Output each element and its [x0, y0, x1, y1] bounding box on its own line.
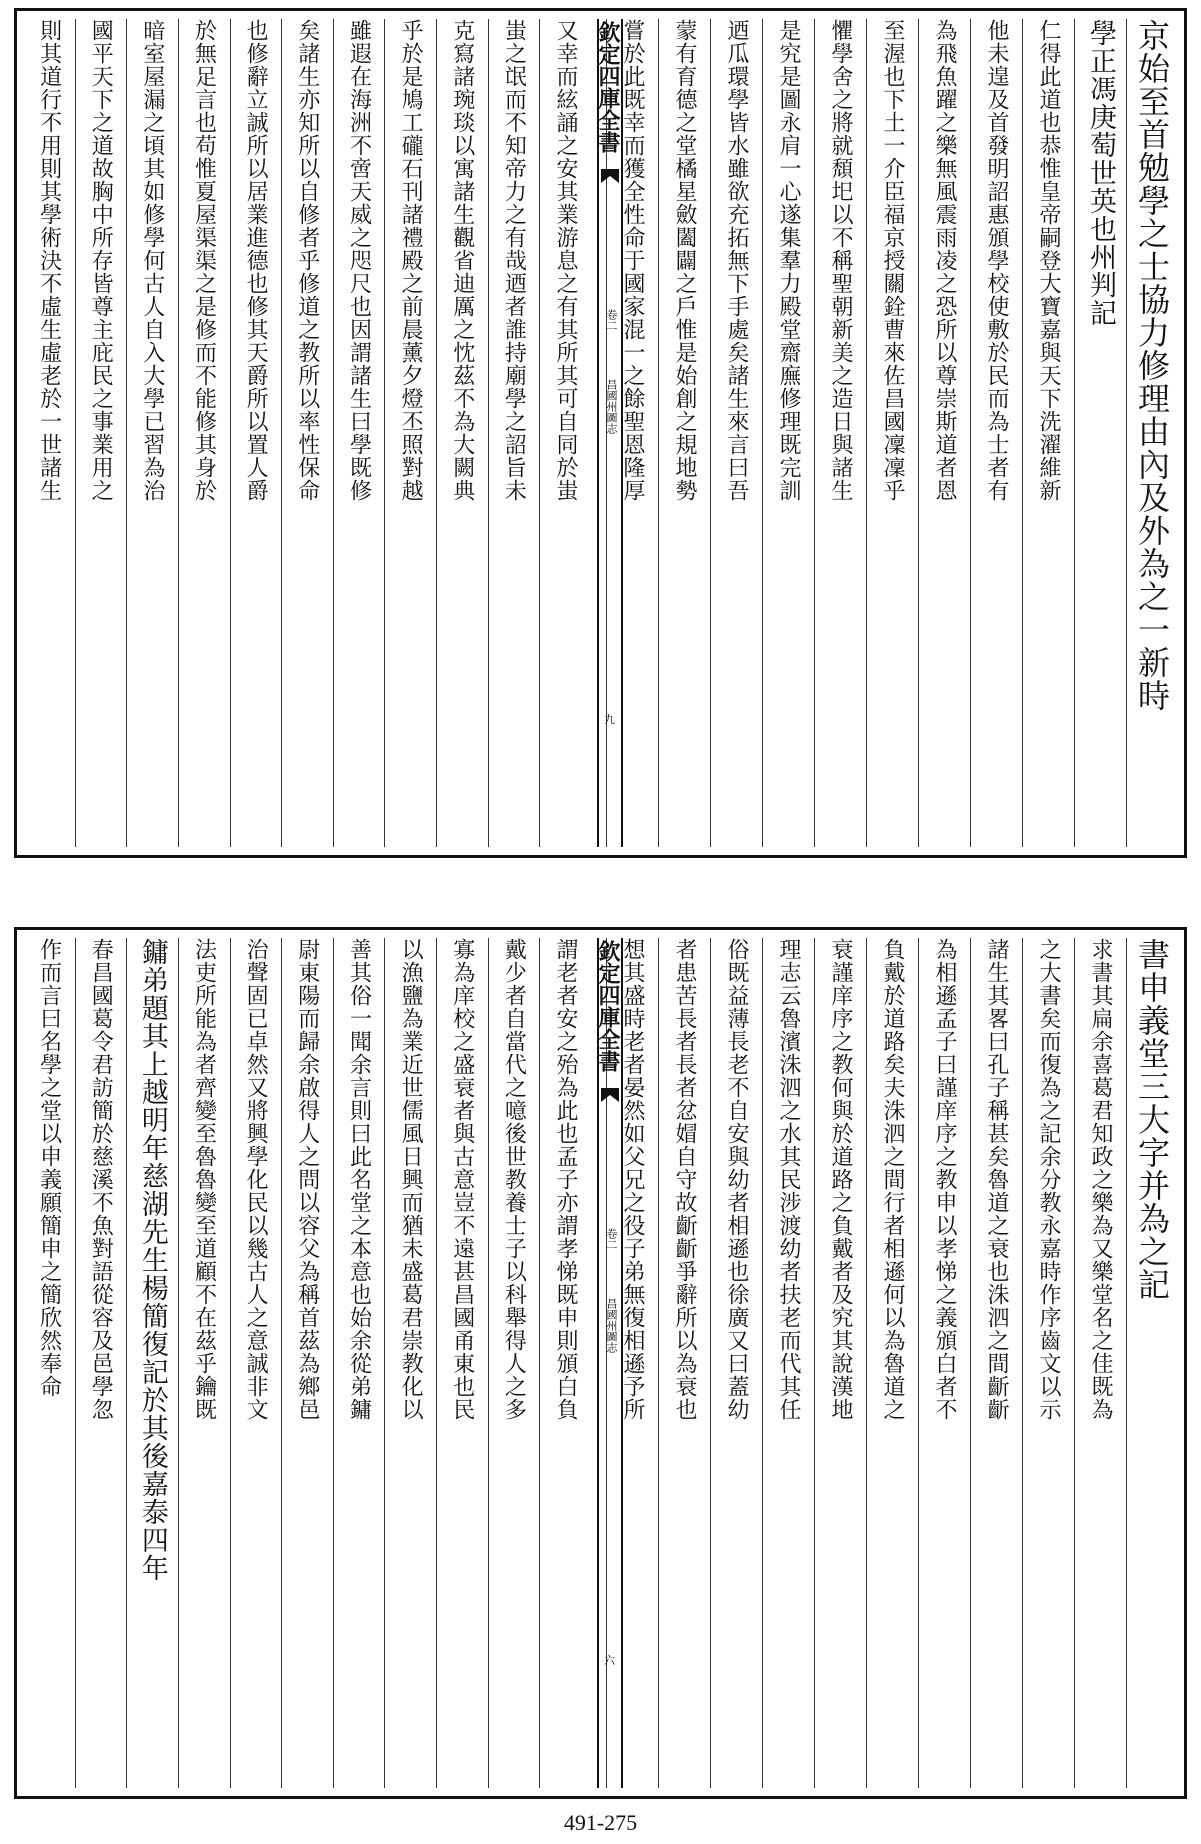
- text-column: 善其俗一聞余言則曰此名堂之本意也始余從弟鏞: [333, 938, 385, 1788]
- text-column: 乎於是鳩工礲石刊諸禮殿之前晨薰夕燈丕照對越: [384, 19, 436, 847]
- text-column: 俗既益薄長老不自安與幼者相遜也徐廣又曰蓋幼: [710, 938, 762, 1788]
- text-column: 懼學舍之將就頹圯以不稱聖朝新美之造日與諸生: [814, 19, 866, 847]
- fish-tail-mark-icon: [601, 1088, 619, 1102]
- text-column: 為飛魚躍之樂無風震雨凌之恐所以尊崇斯道者恩: [918, 19, 970, 847]
- text-column: 以漁鹽為業近世儒風日興而猶未盛葛君崇教化以: [384, 938, 436, 1788]
- top-center-margin: [597, 19, 623, 847]
- text-column: 京始至首勉學之士協力修理由內及外為之一新時: [1126, 19, 1178, 847]
- text-column: 迺瓜環學皆水雖欲充拓無下手處矣諸生來言曰吾: [710, 19, 762, 847]
- volume-label: 卷二: [605, 1228, 618, 1250]
- text-column: 負戴於道路矣夫洙泗之間行者相遜何以為魯道之: [866, 938, 918, 1788]
- book-title: 昌國州圖志: [605, 1298, 618, 1353]
- top-page: [14, 8, 1187, 858]
- text-column: 治聲固已卓然又將興學化民以幾古人之意誠非文: [230, 938, 282, 1788]
- text-column: 衰謹庠序之教何與於道路之負戴者及究其說漢地: [814, 938, 866, 1788]
- text-column: 謂老者安之殆為此也孟子亦謂孝悌既申則頒白負: [539, 938, 591, 1788]
- text-column: 作而言曰名學之堂以申義願簡申之簡欣然奉命: [36, 938, 62, 1398]
- text-column: 矣諸生亦知所以自修者乎修道之教所以率性保命: [281, 19, 333, 847]
- text-column: 至渥也下土一介臣福京授關銓曹來佐昌國凜凜乎: [866, 19, 918, 847]
- top-left-text-block: [23, 19, 591, 847]
- text-column: 書申義堂三大字并為之記: [1126, 938, 1178, 1788]
- text-column: 鏞弟題其上越明年慈湖先生楊簡復記於其後嘉泰四年: [126, 938, 178, 1788]
- text-column: 者患苦長者長者忿媢自守故齗齗爭辭所以為衰也: [658, 938, 710, 1788]
- text-column: 尉東陽而歸余啟得人之問以容父為稱首茲為鄉邑: [281, 938, 333, 1788]
- text-column: 雖遐在海洲不啻天威之咫尺也因謂諸生曰學既修: [333, 19, 385, 847]
- bottom-right-text-block: [606, 938, 1178, 1788]
- text-column: 是究是圖永肩一心遂集羣力殿堂齋廡修理既完訓: [762, 19, 814, 847]
- text-column: 蒙有育德之堂橘星斂闔闢之戶惟是始創之規地勢: [658, 19, 710, 847]
- bottom-page: [14, 927, 1187, 1799]
- text-column: 想其盛時老者晏然如父兄之役子弟無復相遜予所: [606, 938, 658, 1788]
- bottom-left-text-block: [23, 938, 591, 1788]
- text-column: 諸生其畧曰孔子稱甚矣魯道之衰也洙泗之間齗齗: [970, 938, 1022, 1788]
- text-column: 戴少者自當代之噫後世教養士子以科舉得人之多: [488, 938, 540, 1788]
- text-column: 學正馮庚萄世英也州判記: [1074, 19, 1126, 847]
- text-column: 也修辭立誠所以居業進德也修其天爵所以置人爵: [230, 19, 282, 847]
- book-title: 昌國州圖志: [605, 379, 618, 434]
- text-column: 克寫諸琬琰以寓諸生觀省迪厲之忱茲不為大闕典: [436, 19, 488, 847]
- text-column: 暗室屋漏之頃其如修學何古人自入大學已習為治: [126, 19, 178, 847]
- folio-number: 六: [604, 1654, 615, 1667]
- text-column: 他未遑及首發明詔惠頒學校使敷於民而為士者有: [970, 19, 1022, 847]
- text-column: 寡為庠校之盛衰者與古意豈不遠甚昌國甬東也民: [436, 938, 488, 1788]
- text-column: 國平天下之道故胸中所存皆尊主庇民之事業用之: [75, 19, 127, 847]
- text-column: 則其道行不用則其學術決不虛生虛老於一世諸生: [36, 19, 62, 502]
- bottom-center-margin: [597, 938, 623, 1788]
- text-column: 嘗於此既幸而獲全性命于國家混一之餘聖恩隆厚: [606, 19, 658, 847]
- text-column: 之大書矣而復為之記余分教永嘉時作序齒文以示: [1022, 938, 1074, 1788]
- center-header: 欽定四庫全書: [595, 940, 621, 1072]
- text-column: 蚩之氓而不知帝力之有哉迺者誰持廟學之詔旨未: [488, 19, 540, 847]
- text-column: 又幸而絃誦之安其業游息之有其所其可自同於蚩: [539, 19, 591, 847]
- text-column: 春昌國葛令君訪簡於慈溪不魚對語從容及邑學忽: [75, 938, 127, 1788]
- text-column: 求書其扁余喜葛君知政之樂為又樂堂名之佳既為: [1074, 938, 1126, 1788]
- text-column: 仁得此道也恭惟皇帝嗣登大寶嘉與天下洗濯維新: [1022, 19, 1074, 847]
- volume-label: 卷二: [605, 309, 618, 331]
- text-column: 理志云魯濱洙泗之水其民涉渡幼者扶老而代其任: [762, 938, 814, 1788]
- text-column: 為相遜孟子曰謹庠序之教申以孝悌之義頒白者不: [918, 938, 970, 1788]
- top-right-text-block: [606, 19, 1178, 847]
- center-header: 欽定四庫全書: [595, 21, 621, 153]
- fish-tail-mark-icon: [601, 169, 619, 183]
- folio-number: 九: [604, 713, 615, 726]
- text-column: 法吏所能為者齊變至魯魯變至道顧不在茲乎鑰既: [178, 938, 230, 1788]
- page-number: 491-275: [563, 1810, 638, 1835]
- text-column: 於無足言也苟惟夏屋渠渠之是修而不能修其身於: [178, 19, 230, 847]
